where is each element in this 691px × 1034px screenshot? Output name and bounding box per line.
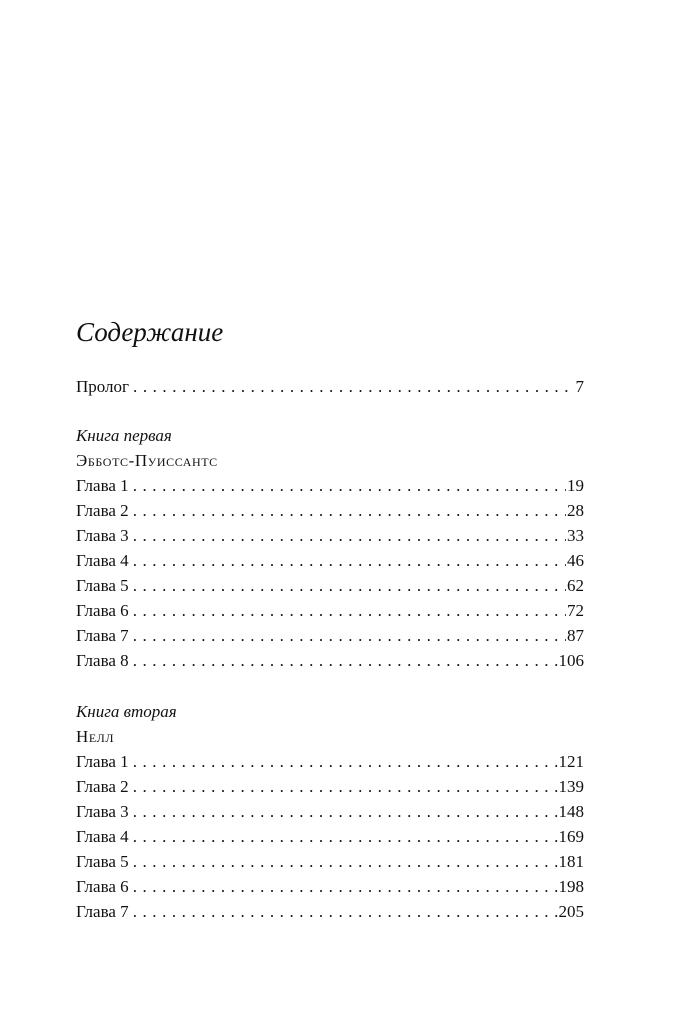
book-subtitle: Эббoтс-Пуиссантс [76, 451, 218, 470]
toc-entry-label: Глава 4 [76, 551, 129, 570]
toc-entry-label: Глава 5 [76, 852, 129, 871]
book-heading: Книга первая [76, 426, 172, 445]
toc-entry-label: Глава 2 [76, 777, 129, 796]
toc-entry-page-number: 33 [567, 526, 584, 545]
dot-leader [133, 573, 566, 598]
book-one-section [76, 423, 584, 673]
toc-entry-page-number: 72 [567, 601, 584, 620]
dot-leader [133, 849, 558, 874]
toc-entry-label: Глава 8 [76, 651, 129, 670]
dot-leader [133, 799, 558, 824]
toc-entry-chapter[interactable] [76, 824, 584, 849]
dot-leader [133, 623, 566, 648]
toc-entry-label: Глава 7 [76, 902, 129, 921]
dot-leader [133, 749, 558, 774]
toc-entry-page-number: 7 [575, 377, 584, 396]
toc-entry-page-number: 181 [558, 852, 584, 871]
toc-entry-label: Глава 1 [76, 476, 129, 495]
dot-leader [133, 498, 566, 523]
toc-entry-chapter[interactable] [76, 573, 584, 598]
toc-entry-label: Глава 1 [76, 752, 129, 771]
dot-leader [133, 899, 558, 924]
toc-entry-chapter[interactable] [76, 849, 584, 874]
toc-entry-page-number: 148 [558, 802, 584, 821]
toc-entry-page-number: 28 [567, 501, 584, 520]
toc-entry-chapter[interactable] [76, 498, 584, 523]
toc-entry-chapter[interactable] [76, 548, 584, 573]
toc-entry-page-number: 19 [567, 476, 584, 495]
table-of-contents [76, 312, 584, 950]
toc-entry-label: Глава 6 [76, 601, 129, 620]
page-title: Содержание [76, 317, 224, 347]
dot-leader [133, 774, 558, 799]
dot-leader [133, 824, 558, 849]
dot-leader [133, 648, 558, 673]
toc-entry-chapter[interactable] [76, 874, 584, 899]
toc-entry-chapter[interactable] [76, 799, 584, 824]
toc-entry-label: Глава 3 [76, 802, 129, 821]
toc-entry-label: Глава 4 [76, 827, 129, 846]
toc-entry-chapter[interactable] [76, 899, 584, 924]
dot-leader [133, 523, 566, 548]
prologue-entry-block [76, 374, 584, 399]
toc-entry-page-number: 121 [558, 752, 584, 771]
book-heading: Книга вторая [76, 702, 177, 721]
toc-entry-prologue[interactable] [76, 374, 584, 399]
book-subtitle: Нелл [76, 727, 115, 746]
toc-entry-chapter[interactable] [76, 523, 584, 548]
toc-entry-page-number: 87 [567, 626, 584, 645]
toc-entry-chapter[interactable] [76, 749, 584, 774]
toc-entry-page-number: 106 [558, 651, 584, 670]
dot-leader [133, 548, 566, 573]
toc-entry-page-number: 46 [567, 551, 584, 570]
dot-leader [133, 598, 566, 623]
toc-entry-label: Пролог [76, 377, 130, 396]
dot-leader [133, 874, 558, 899]
toc-entry-chapter[interactable] [76, 473, 584, 498]
toc-entry-chapter[interactable] [76, 623, 584, 648]
toc-entry-page-number: 205 [558, 902, 584, 921]
toc-entry-label: Глава 6 [76, 877, 129, 896]
dot-leader [133, 473, 566, 498]
toc-entry-label: Глава 2 [76, 501, 129, 520]
book-two-section [76, 699, 584, 924]
toc-entry-page-number: 62 [567, 576, 584, 595]
toc-entry-page-number: 198 [558, 877, 584, 896]
toc-entry-label: Глава 3 [76, 526, 129, 545]
toc-entry-page-number: 169 [558, 827, 584, 846]
toc-entry-chapter[interactable] [76, 774, 584, 799]
toc-entry-page-number: 139 [558, 777, 584, 796]
toc-entry-label: Глава 5 [76, 576, 129, 595]
toc-entry-label: Глава 7 [76, 626, 129, 645]
dot-leader [133, 374, 574, 399]
toc-entry-chapter[interactable] [76, 648, 584, 673]
toc-entry-chapter[interactable] [76, 598, 584, 623]
